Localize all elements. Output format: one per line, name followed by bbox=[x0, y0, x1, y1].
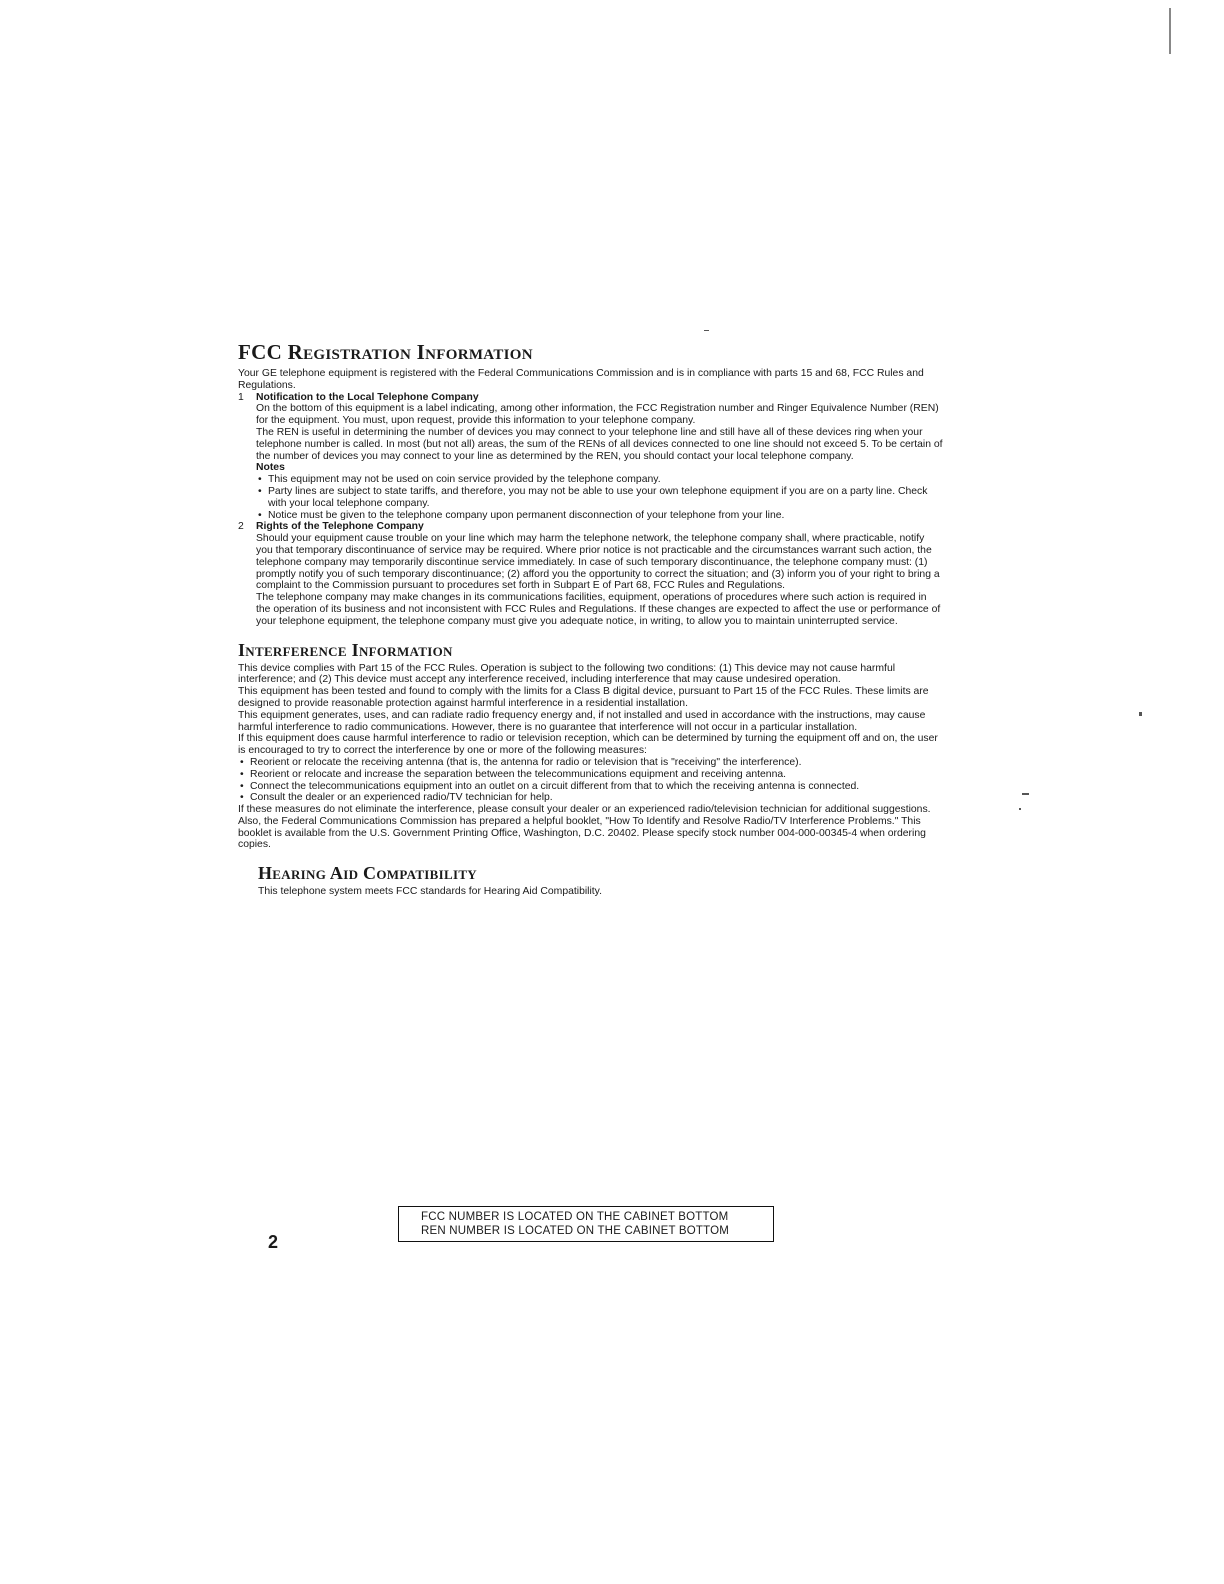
section-1-number: 1 bbox=[238, 391, 244, 403]
scan-artifact bbox=[704, 330, 709, 331]
interference-paragraph-1: This device complies with Part 15 of the FCC Rules. Operation is subject to the following two conditions: (1) This device may not cause harmful interference; and (2) This device must accept any interference received, including interference that may cause undesired operation. bbox=[238, 662, 896, 686]
page-number: 2 bbox=[268, 1232, 279, 1252]
document-content bbox=[238, 340, 943, 898]
section-2-title: Rights of the Telephone Company bbox=[256, 521, 424, 533]
notes-list bbox=[256, 474, 943, 521]
measure-item: • Consult the dealer or an experienced radio/TV technician for help. bbox=[238, 792, 943, 804]
scan-artifact bbox=[1022, 793, 1029, 795]
section-2-paragraph-1: Should your equipment cause trouble on your line which may harm the telephone network, the telephone company shall, where practicable, notify you that temporary discontinuance of service may be required. Where prior notice is not practicable and the circumstances warrant such action, the telephone company may temporarily discontinue service immediately. In case of such temporary discontinuance, the telephone company must: (1) promptly notify you of such temporary discontinuance; (2) afford you the opportunity to correct the situation; and (3) inform you of your right to bring a complaint to the Commission pursuant to procedures set forth in Subpart E of Part 68, FCC Rules and Regulations. bbox=[256, 533, 940, 592]
measures-list bbox=[238, 757, 943, 804]
interference-heading: Interference Information bbox=[238, 639, 453, 660]
fcc-number-box bbox=[398, 1206, 774, 1242]
notes-title: Notes bbox=[256, 462, 285, 474]
hearing-aid-section bbox=[238, 863, 943, 898]
hearing-aid-text: This telephone system meets FCC standards for Hearing Aid Compatibility. bbox=[258, 886, 602, 898]
interference-paragraph-3: This equipment generates, uses, and can radiate radio frequency energy and, if not installed and used in accordance with the instructions, may cause harmful interference to radio communications. However, there is no guarantee that interference will not occur in a particular installation. bbox=[238, 709, 926, 733]
measure-item: • Reorient or relocate the receiving antenna (that is, the antenna for radio or television that is "receiving" the interference). bbox=[238, 757, 943, 769]
ren-number-line: REN NUMBER IS LOCATED ON THE CABINET BOTTOM bbox=[421, 1225, 730, 1237]
fcc-number-line: FCC NUMBER IS LOCATED ON THE CABINET BOTTOM bbox=[421, 1211, 729, 1223]
section-2-heading bbox=[238, 521, 943, 533]
scan-artifact bbox=[1169, 8, 1171, 54]
section-2-paragraph-2: The telephone company may make changes in its communications facilities, equipment, operations of procedures where such action is required in the operation of its business and not inconsistent with FCC Rules and Regulations. If these changes are expected to affect the use or performance of your telephone equipment, the telephone company must give you adequate notice, in writing, to allow you to maintain uninterrupted service. bbox=[256, 592, 941, 627]
section-2-number: 2 bbox=[238, 521, 244, 533]
interference-paragraph-5: If these measures do not eliminate the interference, please consult your dealer or an experienced radio/television technician for additional suggestions. Also, the Federal Communications Commission has prepared a helpful booklet, "How To Identify and Resolve Radio/TV Interference Problems." This booklet is available from the U.S. Government Printing Office, Washington, D.C. 20402. Please specify stock number 004-000-00345-4 when ordering copies. bbox=[238, 804, 931, 851]
note-item: • Party lines are subject to state tariffs, and therefore, you may not be able to use your own telephone equipment if you are on a party line. Check with your local telephone company. bbox=[256, 486, 943, 510]
fcc-registration-heading: FCC Registration Information bbox=[238, 340, 533, 364]
section-1-body bbox=[238, 403, 943, 521]
fcc-registration-intro: Your GE telephone equipment is registered with the Federal Communications Commission and is in compliance with parts 15 and 68, FCC Rules and Regulations. bbox=[238, 368, 924, 391]
section-1-title: Notification to the Local Telephone Company bbox=[256, 391, 479, 403]
note-item: • This equipment may not be used on coin service provided by the telephone company. bbox=[256, 474, 943, 486]
interference-paragraph-4: If this equipment does cause harmful interference to radio or television reception, which can be determined by turning the equipment off and on, the user is encouraged to try to correct the interference by one or more of the following measures: bbox=[238, 733, 938, 757]
note-item: • Notice must be given to the telephone company upon permanent disconnection of your telephone from your line. bbox=[256, 510, 943, 522]
measure-item: • Reorient or relocate and increase the separation between the telecommunications equipment and receiving antenna. bbox=[238, 769, 943, 781]
section-2-body bbox=[238, 533, 943, 627]
measure-item: • Connect the telecommunications equipment into an outlet on a circuit different from that to which the receiving antenna is connected. bbox=[238, 781, 943, 793]
section-1-paragraph-2: The REN is useful in determining the number of devices you may connect to your telephone line and still have all of these devices ring when your telephone number is called. In most (but not all) areas, the sum of the RENs of all devices connected to one line should not exceed 5. To be certain of the number of devices you may connect to your line as determined by the REN, you should contact your local telephone company. bbox=[256, 426, 943, 462]
section-1-heading bbox=[238, 392, 943, 404]
section-1-paragraph-1: On the bottom of this equipment is a label indicating, among other information, the FCC Registration number and Ringer Equivalence Number (REN) for the equipment. You must, upon request, provide this information to your telephone company. bbox=[256, 403, 939, 427]
hearing-aid-heading: Hearing Aid Compatibility bbox=[258, 863, 477, 884]
scan-artifact bbox=[1019, 808, 1021, 810]
scan-artifact bbox=[1139, 712, 1142, 716]
interference-paragraph-2: This equipment has been tested and found to comply with the limits for a Class B digital device, pursuant to Part 15 of the FCC Rules. These limits are designed to provide reasonable protection against harmful interference in a residential installation. bbox=[238, 686, 929, 709]
